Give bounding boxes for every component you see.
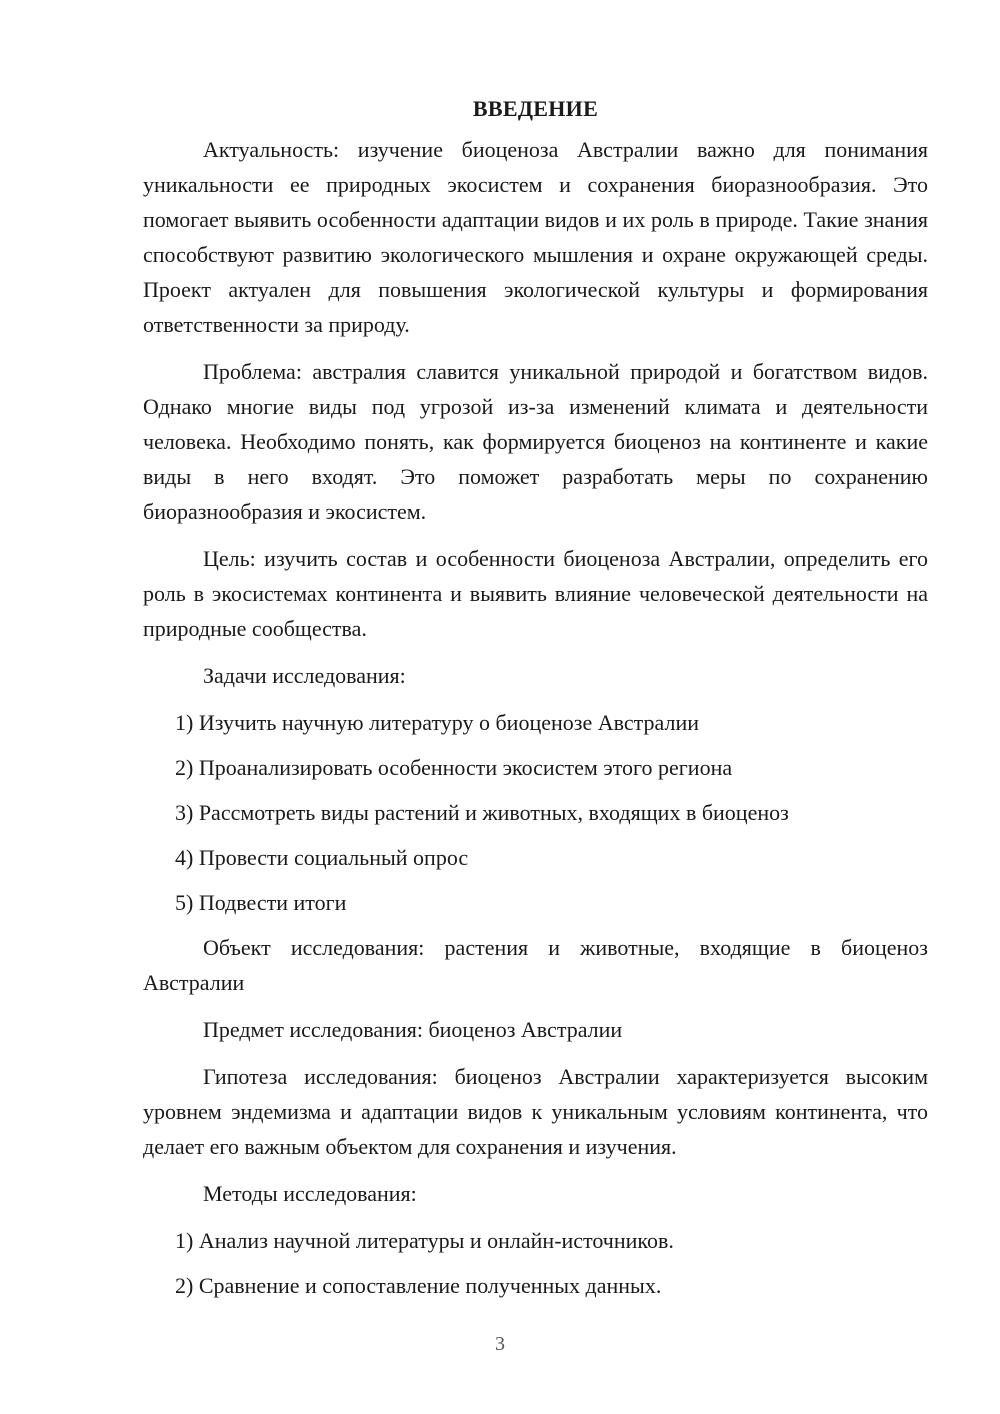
paragraph-subject: Предмет исследования: биоценоз Австралии [203, 1017, 623, 1042]
section-title: ВВЕДЕНИЕ [472, 96, 599, 121]
method-item-2: 2) Сравнение и сопоставление полученных данных. [175, 1273, 662, 1298]
task-item-1: 1) Изучить научную литературу о биоценозе Австралии [175, 710, 699, 735]
paragraph-hypothesis: Гипотеза исследования: биоценоз Австралии характеризуется высоким уровнем эндемизма и адаптации видов к уникальным условиям континента, что делает его важным объектом для сохранения и изучения. [143, 1064, 928, 1159]
method-item-1: 1) Анализ научной литературы и онлайн-источников. [175, 1228, 674, 1253]
methods-heading: Методы исследования: [203, 1181, 417, 1206]
task-item-5: 5) Подвести итоги [175, 890, 347, 915]
task-item-2: 2) Проанализировать особенности экосистем этого региона [175, 755, 733, 780]
document-page [143, 92, 928, 1313]
paragraph-object: Объект исследования: растения и животные, входящие в биоценоз Австралии [143, 935, 928, 995]
page-number: 3 [495, 1333, 505, 1355]
task-item-4: 4) Провести социальный опрос [175, 845, 469, 870]
paragraph-problem: Проблема: австралия славится уникальной природой и богатством видов. Однако многие виды под угрозой из-за изменений климата и деятельности человека. Необходимо понять, как формируется биоценоз на континенте и какие виды в него входят. Это поможет разработать меры по сохранению биоразнообразия и экосистем. [143, 359, 928, 524]
task-item-3: 3) Рассмотреть виды растений и животных, входящих в биоценоз [175, 800, 789, 825]
tasks-heading: Задачи исследования: [203, 663, 406, 688]
paragraph-relevance: Актуальность: изучение биоценоза Австралии важно для понимания уникальности ее природных экосистем и сохранения биоразнообразия. Это помогает выявить особенности адаптации видов и их роль в природе. Такие знания способствуют развитию экологического мышления и охране окружающей среды. Проект актуален для повышения экологической культуры и формирования ответственности за природу. [143, 137, 928, 337]
paragraph-goal: Цель: изучить состав и особенности биоценоза Австралии, определить его роль в экосистемах континента и выявить влияние человеческой деятельности на природные сообщества. [143, 546, 928, 641]
